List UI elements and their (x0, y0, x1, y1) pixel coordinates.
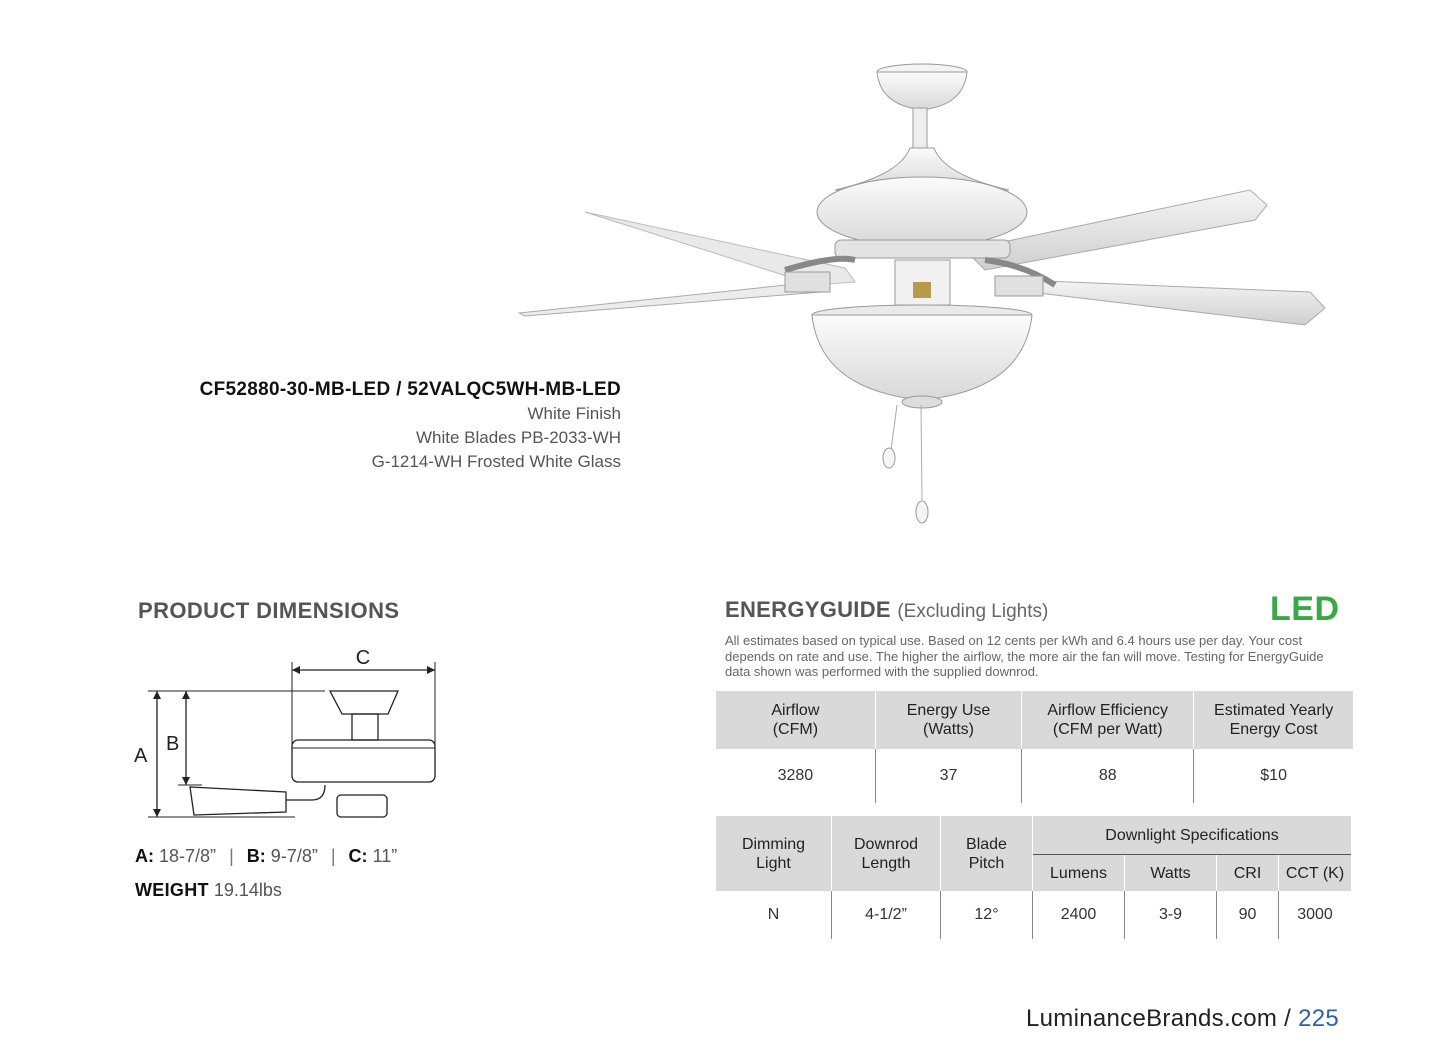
energyguide-subtitle: (Excluding Lights) (897, 601, 1049, 622)
footer-separator: / (1284, 1005, 1292, 1032)
led-badge: LED (1270, 590, 1340, 628)
model-number: CF52880-30-MB-LED / 52VALQC5WH-MB-LED (199, 379, 621, 400)
table-row (716, 749, 1353, 803)
yearly-cost-value: $10 (1260, 767, 1287, 784)
table-row (716, 891, 1351, 939)
col-dimming: Dimming Light (716, 816, 832, 891)
finish-text: White Finish (527, 404, 621, 423)
energyguide-note: All estimates based on typical use. Based on 12 cents per kWh and 6.4 hours use per day. Your cost depends on rate and use. The higher the airflow, the more air the fan will move. Testing for EnergyGuide data shown was performed with the supplied downrod. (725, 633, 1324, 679)
specs-table-header (716, 816, 1351, 855)
efficiency-value: 88 (1022, 749, 1194, 803)
cct-value: 3000 (1297, 906, 1333, 923)
col-cct: CCT (K) (1279, 855, 1352, 892)
dim-separator: | (330, 846, 336, 866)
ceiling-fan-image (515, 60, 1330, 530)
col-downrod: Downrod Length (832, 816, 941, 891)
airflow-value: 3280 (716, 749, 875, 803)
energyguide-heading: ENERGYGUIDE (725, 597, 891, 622)
dim-a-value: 18-7/8” (159, 846, 217, 866)
label-a: A (134, 745, 148, 767)
energy-use-value: 37 (875, 749, 1022, 803)
product-info (100, 378, 621, 474)
col-airflow: Airflow (CFM) (716, 691, 875, 749)
watts-value: 3-9 (1125, 891, 1217, 939)
blades-text: White Blades PB-2033-WH (415, 428, 621, 447)
col-energy-use: Energy Use (Watts) (875, 691, 1022, 749)
weight-value: 19.14lbs (213, 880, 282, 900)
col-blade-pitch: Blade Pitch (941, 816, 1033, 891)
dim-c-key: C: (348, 846, 368, 866)
blade-pitch-value: 12° (941, 891, 1033, 939)
energyguide-title (725, 597, 1048, 623)
dimming-value: N (716, 891, 832, 939)
glass-text: G-1214-WH Frosted White Glass (371, 452, 621, 471)
site-link[interactable]: LuminanceBrands.com (1026, 1005, 1278, 1032)
dimension-values (135, 846, 397, 867)
cri-value: 90 (1217, 891, 1279, 939)
dim-separator: | (229, 846, 234, 866)
energy-table-header (716, 691, 1353, 749)
dim-b-value: 9-7/8” (270, 846, 318, 866)
col-yearly-cost: Estimated Yearly Energy Cost (1194, 691, 1353, 749)
footer (1026, 1005, 1339, 1033)
label-b: B (166, 733, 180, 755)
downrod-value: 4-1/2” (832, 891, 941, 939)
downlight-specs-header: Downlight Specifications (1033, 816, 1352, 855)
energy-table (716, 691, 1353, 803)
dim-b-key: B: (246, 846, 266, 866)
col-watts: Watts (1125, 855, 1217, 892)
col-airflow-efficiency: Airflow Efficiency (CFM per Watt) (1022, 691, 1194, 749)
col-lumens: Lumens (1033, 855, 1125, 892)
dim-a-key: A: (135, 846, 154, 866)
col-cri: CRI (1217, 855, 1279, 892)
lumens-value: 2400 (1033, 891, 1125, 939)
page-number: 225 (1298, 1005, 1340, 1032)
label-c: C (355, 647, 371, 669)
dimensions-title: PRODUCT DIMENSIONS (138, 598, 400, 623)
weight-label: WEIGHT (135, 880, 209, 900)
dim-c-value: 11” (372, 846, 398, 866)
weight (135, 880, 282, 901)
specs-table (716, 816, 1351, 939)
dimensions-diagram (130, 640, 450, 830)
